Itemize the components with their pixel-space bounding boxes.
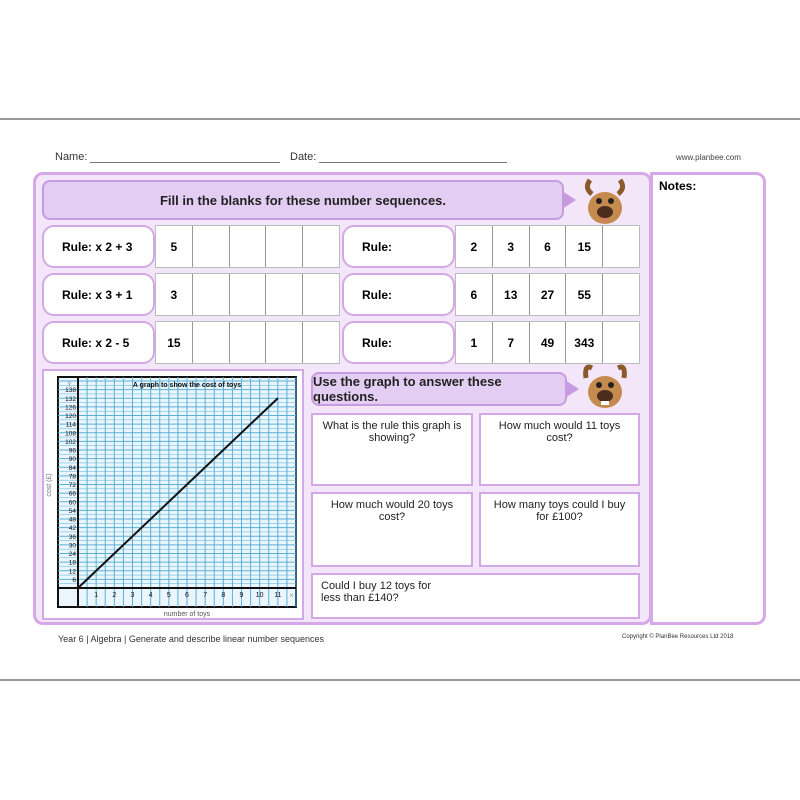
x-tick-label: 5 bbox=[166, 592, 171, 599]
sequence-row bbox=[342, 225, 640, 268]
date-label: Date: bbox=[290, 151, 317, 163]
y-tick-label: 78 bbox=[68, 473, 76, 481]
dog-mascot-icon bbox=[582, 176, 628, 226]
sequence-cell[interactable] bbox=[266, 322, 303, 363]
sequence-cells bbox=[455, 273, 640, 316]
y-tick-label: 36 bbox=[68, 533, 76, 541]
y-tick-label: 96 bbox=[68, 447, 76, 455]
sequence-cell[interactable]: 3 bbox=[493, 226, 530, 267]
sequence-row bbox=[42, 225, 340, 268]
sequence-cell[interactable]: 3 bbox=[156, 274, 193, 315]
rule-label[interactable]: Rule: bbox=[342, 321, 455, 364]
y-tick-label: 84 bbox=[68, 464, 76, 472]
y-tick-label: 108 bbox=[65, 430, 76, 438]
sequence-cell[interactable]: 343 bbox=[566, 322, 603, 363]
x-tick-label: 1 bbox=[94, 592, 99, 599]
y-tick-label: 66 bbox=[68, 490, 76, 498]
y-tick-label: 24 bbox=[68, 551, 76, 558]
sequence-cell[interactable] bbox=[303, 274, 339, 315]
y-tick-label: 6 bbox=[72, 576, 76, 584]
sequence-cell[interactable]: 27 bbox=[530, 274, 567, 315]
question-box[interactable] bbox=[479, 492, 640, 567]
sequence-cell[interactable]: 2 bbox=[456, 226, 493, 267]
sequence-cell[interactable]: 15 bbox=[566, 226, 603, 267]
sequence-cell[interactable]: 7 bbox=[493, 322, 530, 363]
x-tick-label: 11 bbox=[274, 592, 282, 599]
sequence-cells bbox=[155, 321, 340, 364]
line-chart bbox=[44, 371, 302, 618]
question-box[interactable] bbox=[311, 413, 473, 486]
sequence-cells bbox=[155, 225, 340, 268]
sequence-cell[interactable]: 15 bbox=[156, 322, 193, 363]
y-tick-label: 126 bbox=[65, 404, 76, 412]
sequence-cells bbox=[455, 321, 640, 364]
footer-copyright: Copyright © PlanBee Resources Ltd 2018 bbox=[622, 634, 734, 640]
date-field[interactable] bbox=[290, 151, 507, 163]
y-tick-label: 102 bbox=[65, 438, 76, 446]
y-axis-letter: y bbox=[68, 381, 71, 387]
y-tick-label: 90 bbox=[68, 456, 76, 464]
sequence-cell[interactable]: 5 bbox=[156, 226, 193, 267]
question-text: Could I buy 12 toys for less than £140? bbox=[321, 580, 432, 604]
y-tick-label: 12 bbox=[68, 568, 76, 576]
question-box[interactable] bbox=[311, 492, 473, 567]
name-field[interactable] bbox=[55, 151, 280, 163]
y-tick-label: 30 bbox=[68, 542, 76, 550]
rule-label[interactable]: Rule: bbox=[342, 273, 455, 316]
sequence-cell[interactable] bbox=[303, 322, 339, 363]
x-tick-label: 8 bbox=[221, 592, 226, 599]
rule-label[interactable]: Rule: bbox=[342, 225, 455, 268]
sequence-cell[interactable]: 13 bbox=[493, 274, 530, 315]
y-tick-label: 42 bbox=[68, 525, 76, 533]
rule-label[interactable]: Rule: x 3 + 1 bbox=[42, 273, 155, 316]
sequence-cell[interactable] bbox=[230, 322, 267, 363]
sequence-cell[interactable] bbox=[603, 274, 639, 315]
sequence-cell[interactable] bbox=[230, 274, 267, 315]
y-tick-label: 18 bbox=[68, 559, 76, 567]
x-tick-label: 3 bbox=[130, 592, 135, 599]
sequence-cell[interactable]: 6 bbox=[530, 226, 567, 267]
sequence-row bbox=[342, 321, 640, 364]
graph-panel bbox=[42, 369, 304, 620]
y-tick-label: 54 bbox=[68, 507, 76, 515]
sequence-row bbox=[342, 273, 640, 316]
x-axis-letter: x bbox=[290, 593, 293, 599]
left-sequences bbox=[42, 225, 340, 369]
question-text: How many toys could I buy for £100? bbox=[493, 499, 626, 523]
sequence-cell[interactable] bbox=[603, 226, 639, 267]
rule-label[interactable]: Rule: x 2 - 5 bbox=[42, 321, 155, 364]
sequence-cell[interactable]: 6 bbox=[456, 274, 493, 315]
y-tick-label: 120 bbox=[65, 413, 76, 420]
sequence-cells bbox=[455, 225, 640, 268]
y-tick-label: 114 bbox=[65, 421, 76, 429]
sequence-cell[interactable] bbox=[193, 274, 230, 315]
x-tick-label: 4 bbox=[148, 592, 153, 599]
sequence-row bbox=[42, 273, 340, 316]
sequence-cell[interactable]: 55 bbox=[566, 274, 603, 315]
chart-title: A graph to show the cost of toys bbox=[132, 382, 242, 389]
x-axis-label: number of toys bbox=[163, 611, 211, 618]
x-tick-label: 2 bbox=[112, 592, 117, 599]
sequence-row bbox=[42, 321, 340, 364]
sequence-cell[interactable]: 49 bbox=[530, 322, 567, 363]
y-tick-label: 132 bbox=[65, 395, 76, 403]
rule-label[interactable]: Rule: x 2 + 3 bbox=[42, 225, 155, 268]
y-tick-label: 138 bbox=[65, 387, 76, 395]
sequence-cell[interactable] bbox=[603, 322, 639, 363]
y-axis-label: cost (£) bbox=[46, 473, 53, 497]
footer-subject: Year 6 | Algebra | Generate and describe linear number sequences bbox=[58, 634, 325, 644]
sequence-cell[interactable] bbox=[266, 226, 303, 267]
question-text: How much would 11 toys cost? bbox=[498, 420, 621, 444]
notes-panel[interactable] bbox=[650, 172, 766, 625]
sequence-cells bbox=[155, 273, 340, 316]
question-text: How much would 20 toys cost? bbox=[330, 499, 454, 523]
x-tick-label: 6 bbox=[185, 592, 189, 599]
x-tick-label: 10 bbox=[255, 592, 264, 599]
y-tick-label: 48 bbox=[68, 516, 76, 524]
x-tick-label: 7 bbox=[203, 592, 208, 599]
y-tick-label: 60 bbox=[68, 499, 76, 507]
dog-mascot-icon bbox=[582, 360, 628, 410]
sequence-cell[interactable] bbox=[266, 274, 303, 315]
section2-title: Use the graph to answer these questions. bbox=[311, 372, 567, 406]
section1-title: Fill in the blanks for these number sequences. bbox=[42, 180, 564, 220]
sequence-cell[interactable] bbox=[303, 226, 339, 267]
sequence-cell[interactable] bbox=[193, 226, 230, 267]
right-sequences bbox=[342, 225, 640, 369]
notes-label: Notes: bbox=[659, 179, 697, 193]
question-box[interactable] bbox=[479, 413, 640, 486]
sequence-cell[interactable]: 1 bbox=[456, 322, 493, 363]
name-label: Name: bbox=[55, 151, 88, 163]
website: www.planbee.com bbox=[676, 153, 741, 162]
x-tick-label: 9 bbox=[239, 592, 244, 599]
sequence-cell[interactable] bbox=[230, 226, 267, 267]
y-tick-label: 72 bbox=[68, 482, 76, 489]
sequence-cell[interactable] bbox=[193, 322, 230, 363]
question-box[interactable] bbox=[311, 573, 640, 619]
question-text: What is the rule this graph is showing? bbox=[322, 420, 462, 444]
